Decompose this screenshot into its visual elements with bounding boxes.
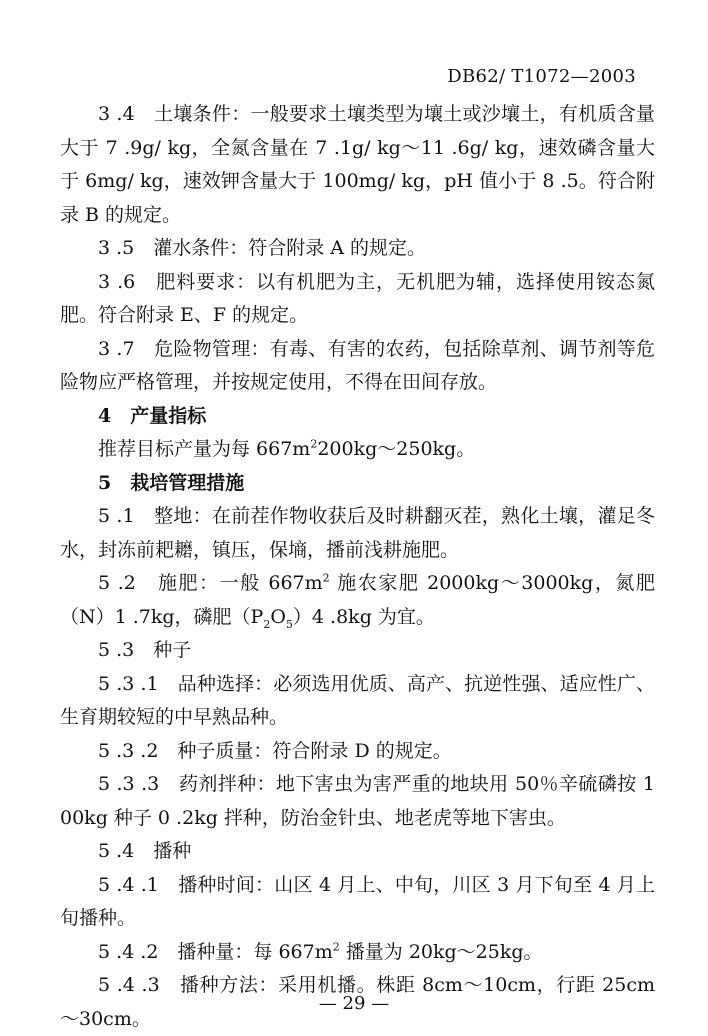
clause-3-4: 3 .4 土壤条件：一般要求土壤类型为壤土或沙壤土，有机质含量大于 7 .9g/ kg，全氮含量在 7 .1g/ kg～11 .6g/ kg，速效磷含量大于 6mg/ kg，速效钾含量大于 100mg/ kg，pH 值小于 8 .5。符合附录 B 的规定。: [60, 103, 655, 226]
clause-5-4-3: 5 .4 .3 播种方法：采用机播。株距 8cm～10cm，行距 25cm～30cm。: [60, 974, 655, 1030]
clause-3-7: 3 .7 危险物管理：有毒、有害的农药，包括除草剂、调节剂等危险物应严格管理，并按规定使用，不得在田间存放。: [60, 337, 655, 393]
clause-5-3-2: 5 .3 .2 种子质量：符合附录 D 的规定。: [98, 739, 452, 762]
document-code: DB62/ T1072—2003: [447, 66, 636, 87]
section-heading-5: 5 栽培管理措施: [98, 471, 245, 494]
clause-5-3: 5 .3 种子: [98, 639, 192, 661]
clause-5-4-1: 5 .4 .1 播种时间：山区 4 月上、中旬，川区 3 月下旬至 4 月上旬播种。: [60, 873, 655, 929]
clause-3-6: 3 .6 肥料要求：以有机肥为主，无机肥为辅，选择使用铵态氮肥。符合附录 E、F 的规定。: [60, 270, 655, 326]
clause-5-1: 5 .1 整地：在前茬作物收获后及时耕翻灭茬，熟化土壤，灌足冬水，封冻前耙耱，镇压，保墒，播前浅耕施肥。: [60, 505, 655, 561]
clause-5-4: 5 .4 播种: [98, 840, 192, 862]
section-heading-4: 4 产量指标: [98, 404, 207, 427]
clause-5-2: 5 .2 施肥：一般 $667m^2$ 施农家肥 2000kg～3000kg，氮肥（N）1 .7kg，磷肥$(P_2O_5)4$ .8kg 为宜。: [60, 571, 655, 631]
clause-5-4-2: 5 .4 .2 播种量：每 $667m^2$ 播量为 20kg～25kg。: [98, 940, 543, 963]
clause-3-5: 3 .5 灌水条件：符合附录 A 的规定。: [98, 237, 427, 259]
page-number: — 29 —: [318, 993, 390, 1014]
clause-5-3-1: 5 .3 .1 品种选择：必须选用优质、高产、抗逆性强、适应性广、生育期较短的中早熟品种。: [60, 672, 655, 728]
yield-target: 推荐目标产量为每 $667m^2200kg\sim 250kg$。: [98, 437, 476, 460]
clause-5-3-3: 5 .3 .3 药剂拌种：地下害虫为害严重的地块用 50％辛硫磷按 100kg 种子 0 .2kg 拌种，防治金针虫、地老虎等地下害虫。: [60, 773, 655, 829]
document-body: [60, 98, 655, 1036]
